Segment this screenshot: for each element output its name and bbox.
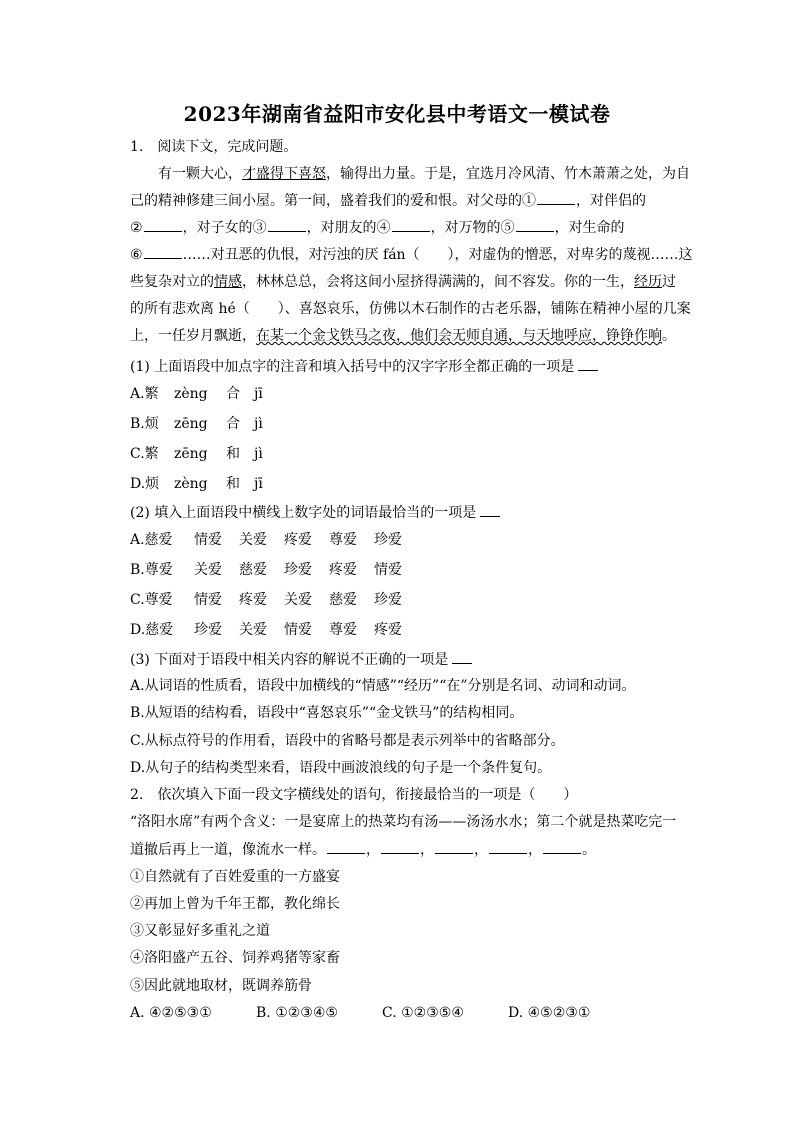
stem-text: (2) 填入上面语段中横线上数字处的词语最恰当的一项是	[130, 505, 477, 521]
passage-text: 。	[662, 328, 676, 344]
wavy-underlined-sentence: 在某一个金戈铁马之夜，他们会无师自通，与天地呼应，铮铮作响	[256, 328, 662, 344]
passage-text: ，对伴侣的	[576, 193, 646, 209]
option-text: 疼爱	[329, 562, 357, 578]
option-text: 情爱	[194, 592, 222, 608]
sub1-option-d	[130, 474, 263, 494]
option-text: zēng	[174, 446, 208, 462]
option-text: jī	[254, 386, 263, 402]
option-text: 慈爱	[239, 562, 267, 578]
option-text: 珍爱	[374, 592, 402, 608]
q2-item: ③又彰显好多重礼之道	[130, 923, 270, 939]
option-text: D.烦	[130, 476, 160, 492]
option-text: 尊爱	[329, 532, 357, 548]
q2-item: ④洛阳盛产五谷、饲养鸡猪等家畜	[130, 950, 340, 966]
option-text: 珍爱	[284, 562, 312, 578]
option-text: 关爱	[284, 592, 312, 608]
answer-blank	[452, 649, 472, 664]
option-b: B. ①②③④⑤	[256, 1005, 338, 1021]
fill-blank	[327, 839, 365, 854]
passage-line	[130, 296, 694, 323]
fill-blank	[268, 217, 306, 232]
option-text: 尊爱	[329, 622, 357, 638]
q2-item: ⑤因此就地取材，既调养筋骨	[130, 978, 312, 994]
option-text: 关爱	[239, 622, 267, 638]
passage-line	[130, 269, 694, 296]
fill-blank	[144, 217, 182, 232]
passage-text: 过	[662, 274, 676, 290]
option-text: 珍爱	[194, 622, 222, 638]
page-title: 2023年湖南省益阳市安化县中考语文一模试卷	[183, 102, 611, 126]
option-text: 疼爱	[374, 622, 402, 638]
stem-text: (1) 上面语段中加点字的注音和填入括号中的汉字字形全都正确的一项是	[130, 359, 575, 375]
option-text: jì	[254, 446, 263, 462]
underlined-word: 经历	[634, 274, 662, 290]
passage-text: 上，一任岁月飘逝，	[130, 328, 256, 344]
sub2-option-d	[130, 620, 419, 640]
option-text: B.烦	[130, 416, 159, 432]
question-2-stem: 2. 依次填入下面一段文字横线处的语句，衔接最恰当的一项是（ ）	[130, 787, 578, 803]
option-text: jī	[254, 476, 263, 492]
passage-text: ，输得出力量。于是，宜选月冷风清、竹木萧萧之处，为自	[326, 166, 690, 182]
passage-line	[130, 215, 694, 242]
option-text: 情爱	[284, 622, 312, 638]
underlined-phrase: 才盛得下喜怒	[242, 166, 326, 182]
option-text: 和	[226, 446, 240, 462]
underlined-word: 情感	[214, 274, 242, 290]
option-text: D.慈爱	[130, 622, 174, 638]
option-text: C.繁	[130, 446, 159, 462]
passage-text: ⑥	[130, 247, 143, 263]
option-text: 疼爱	[239, 592, 267, 608]
option-text: 关爱	[239, 532, 267, 548]
sub3-option-d: D.从句子的结构类型来看，语段中画波浪线的句子是一个条件复句。	[130, 760, 552, 776]
fill-blank	[516, 217, 554, 232]
sub3-option-b: B.从短语的结构看，语段中“喜怒哀乐”“金戈铁马”的结构相同。	[130, 705, 524, 721]
option-text: 情爱	[374, 562, 402, 578]
passage-text: ，对子女的③	[182, 220, 267, 236]
passage-line	[130, 188, 694, 215]
q2-options	[130, 1003, 590, 1023]
sub1-option-c	[130, 444, 263, 464]
sub-question-1-stem	[130, 356, 598, 377]
option-text: 合	[226, 386, 240, 402]
sub3-option-c: C.从标点符号的作用看，语段中的省略号都是表示列举中的省略部分。	[130, 733, 565, 749]
sub2-option-b	[130, 560, 419, 580]
sub2-option-a	[130, 530, 419, 550]
option-text: jì	[254, 416, 263, 432]
fill-blank	[435, 839, 473, 854]
q2-item: ②再加上曾为千年王都，教化绵长	[130, 896, 340, 912]
passage-text: 些复杂对立的	[130, 274, 214, 290]
option-text: 关爱	[194, 562, 222, 578]
fill-blank	[392, 217, 430, 232]
passage-text: ，对生命的	[554, 220, 625, 236]
option-text: A.慈爱	[130, 532, 173, 548]
passage-text: ②	[130, 220, 143, 236]
option-text: zèng	[174, 476, 208, 492]
option-d: D. ④⑤②③①	[508, 1005, 591, 1021]
passage-text: 己的精神修建三间小屋。第一间，盛着我们的爱和恨。对父母的①	[130, 193, 536, 209]
sub3-option-a: A.从词语的性质看，语段中加横线的“情感”“经历”“在”分别是名词、动词和动词。	[130, 678, 636, 694]
passage-text: ，对朋友的④	[306, 220, 391, 236]
passage-text: 有一颗大心，	[130, 166, 242, 182]
answer-blank	[578, 356, 598, 371]
question-2-text: 道撤后再上一道，像流水一样。 ， ， ， ， 。	[130, 839, 596, 860]
option-c: C. ①②③⑤④	[382, 1005, 464, 1021]
option-text: zèng	[174, 386, 208, 402]
answer-blank	[480, 502, 500, 517]
option-a: A. ④②⑤③①	[130, 1005, 212, 1021]
stem-text: (3) 下面对于语段中相关内容的解说不正确的一项是	[130, 652, 449, 668]
option-text: 和	[226, 476, 240, 492]
sub-question-3-stem	[130, 649, 472, 670]
sub1-option-b	[130, 414, 263, 434]
sub2-option-c	[130, 590, 419, 610]
option-text: 珍爱	[374, 532, 402, 548]
sub-question-2-stem	[130, 502, 500, 523]
passage-line	[130, 242, 694, 269]
passage-text: ，林林总总，会将这间小屋挤得满满的，间不容发。你的一生，	[242, 274, 634, 290]
option-text: 疼爱	[284, 532, 312, 548]
passage-text: ……对丑恶的仇恨，对污浊的厌 fán（ ），对虚伪的憎恶，对卑劣的蔑视……这	[182, 247, 693, 263]
passage-line	[130, 323, 694, 350]
sub1-option-a	[130, 384, 263, 404]
option-text: 情爱	[194, 532, 222, 548]
fill-blank	[537, 190, 575, 205]
q2-item: ①自然就有了百姓爱重的一方盛宴	[130, 869, 340, 885]
option-text: A.繁	[130, 386, 159, 402]
question-1-passage	[130, 161, 694, 350]
fill-blank	[543, 839, 581, 854]
option-text: zēng	[174, 416, 208, 432]
passage-text: 的所有悲欢离 hé（ ）、喜怒哀乐，仿佛以木石制作的古老乐器，铺陈在精神小屋的几案	[130, 301, 691, 317]
option-text: C.尊爱	[130, 592, 173, 608]
passage-line	[130, 161, 694, 188]
fill-blank	[381, 839, 419, 854]
question-1-stem: 1. 阅读下文，完成问题。	[130, 139, 298, 155]
question-2-text: “洛阳水席”有两个含义：一是宴席上的热菜均有汤——汤汤水水；第二个就是热菜吃完一	[130, 814, 677, 830]
option-text: 慈爱	[329, 592, 357, 608]
question-text: 道撤后再上一道，像流水一样。	[130, 842, 326, 858]
option-text: B.尊爱	[130, 562, 173, 578]
fill-blank	[144, 244, 182, 259]
passage-text: ，对万物的⑤	[430, 220, 515, 236]
option-text: 合	[226, 416, 240, 432]
fill-blank	[489, 839, 527, 854]
